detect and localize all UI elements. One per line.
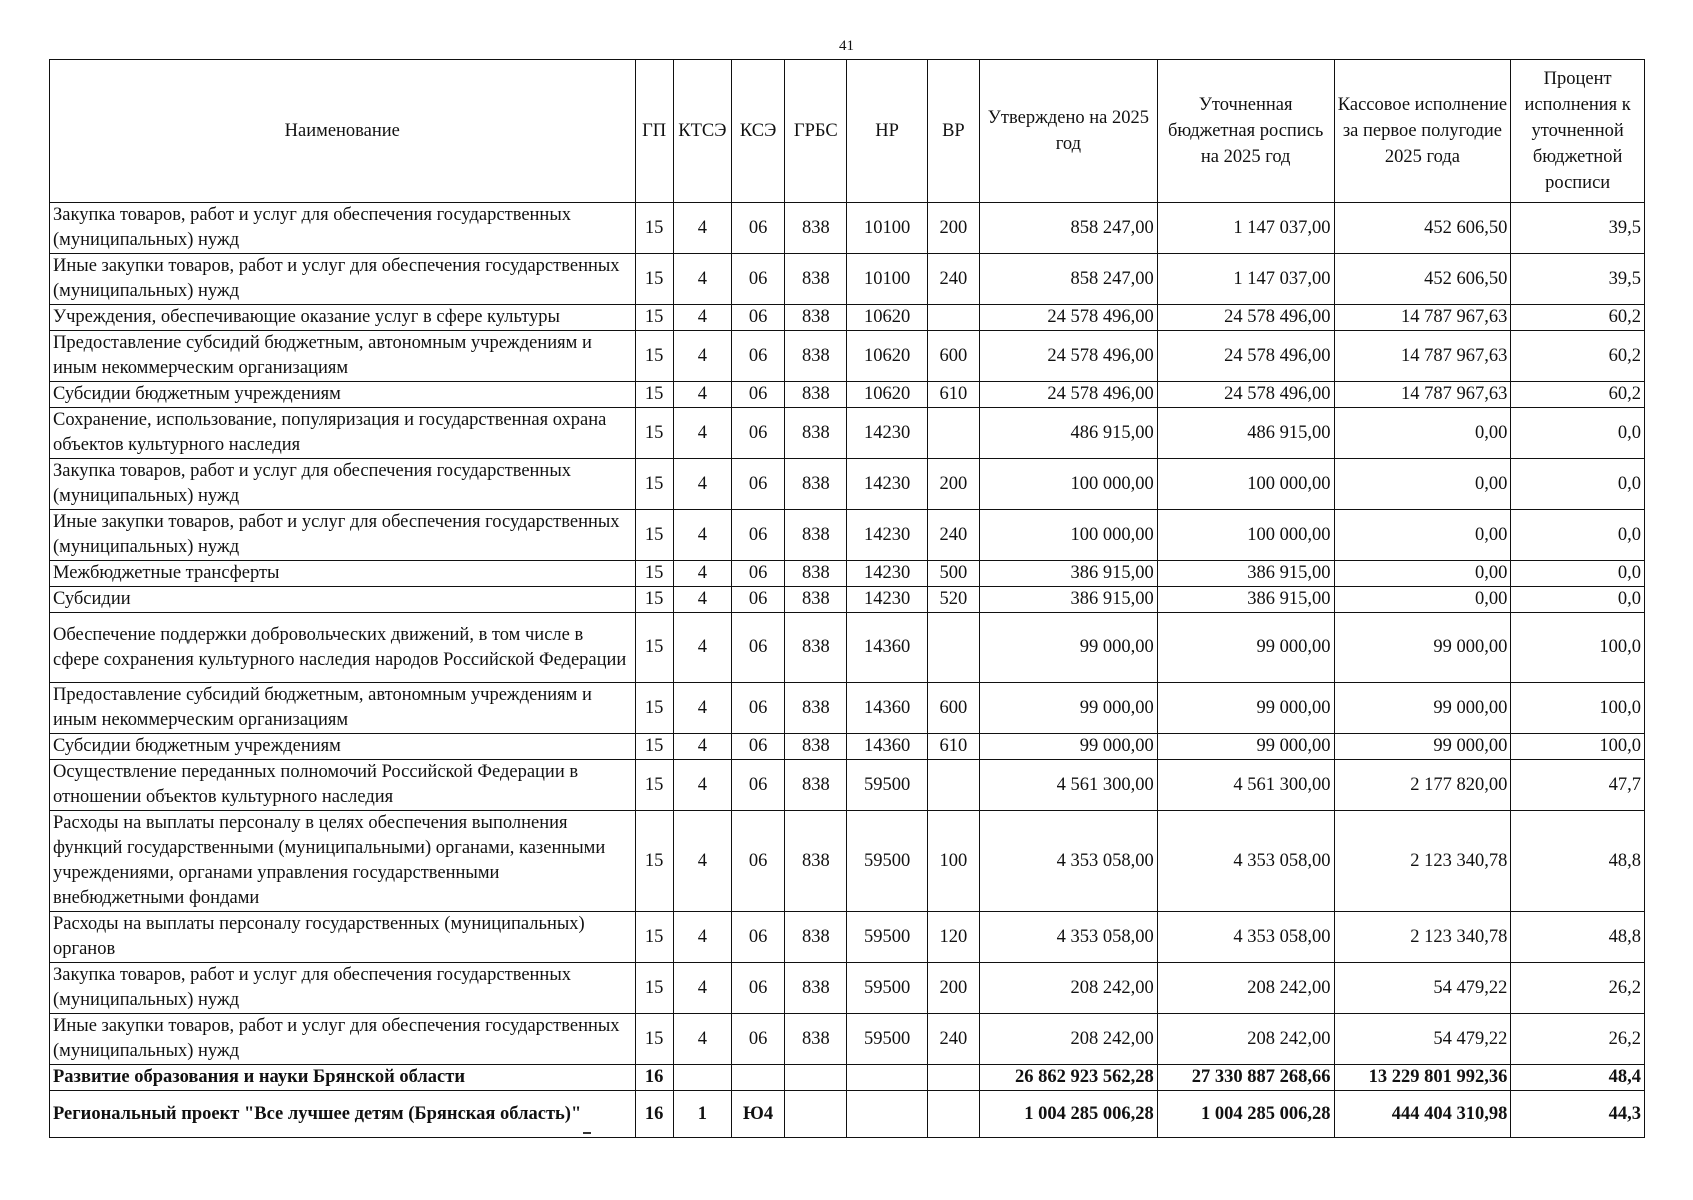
cell-gp: 15 xyxy=(635,203,673,254)
cell-np: 10100 xyxy=(847,254,927,305)
cell-kse: 06 xyxy=(731,254,784,305)
cell-name: Иные закупки товаров, работ и услуг для обеспечения государственных (муниципальных) нужд xyxy=(50,254,636,305)
header-approved: Утверждено на 2025 год xyxy=(980,60,1158,203)
cell-name: Субсидии бюджетным учреждениям xyxy=(50,734,636,760)
cell-approved: 100 000,00 xyxy=(980,459,1158,510)
cell-gp: 15 xyxy=(635,1014,673,1065)
cell-ktse: 4 xyxy=(673,587,731,613)
cell-ktse: 4 xyxy=(673,613,731,683)
cell-approved: 4 353 058,00 xyxy=(980,912,1158,963)
cell-grbs: 838 xyxy=(785,734,847,760)
cell-vr: 120 xyxy=(927,912,979,963)
cell-kse: 06 xyxy=(731,912,784,963)
cell-refined: 100 000,00 xyxy=(1157,510,1334,561)
cell-name: Закупка товаров, работ и услуг для обеспечения государственных (муниципальных) нужд xyxy=(50,459,636,510)
cell-refined: 386 915,00 xyxy=(1157,561,1334,587)
table-header-row xyxy=(50,60,1645,203)
cell-gp: 15 xyxy=(635,613,673,683)
cell-cash: 0,00 xyxy=(1334,561,1511,587)
cell-name: Предоставление субсидий бюджетным, автономным учреждениям и иным некоммерческим организациям xyxy=(50,683,636,734)
cell-gp: 15 xyxy=(635,912,673,963)
header-ktse: КТСЭ xyxy=(673,60,731,203)
table-row xyxy=(50,734,1645,760)
cell-grbs: 838 xyxy=(785,254,847,305)
cell-refined: 4 353 058,00 xyxy=(1157,912,1334,963)
header-cash: Кассовое исполнение за первое полугодие 2025 года xyxy=(1334,60,1511,203)
cell-kse: 06 xyxy=(731,305,784,331)
cell-refined: 99 000,00 xyxy=(1157,683,1334,734)
cell-approved: 100 000,00 xyxy=(980,510,1158,561)
table-row xyxy=(50,1014,1645,1065)
cell-ktse: 4 xyxy=(673,510,731,561)
table-body xyxy=(50,203,1645,1138)
cell-grbs: 838 xyxy=(785,760,847,811)
cell-ktse: 4 xyxy=(673,760,731,811)
cell-kse: 06 xyxy=(731,734,784,760)
cell-vr xyxy=(927,613,979,683)
cell-vr: 500 xyxy=(927,561,979,587)
table-row xyxy=(50,1065,1645,1091)
cell-approved: 386 915,00 xyxy=(980,561,1158,587)
cell-grbs: 838 xyxy=(785,203,847,254)
cell-cash: 14 787 967,63 xyxy=(1334,382,1511,408)
cell-cash: 452 606,50 xyxy=(1334,254,1511,305)
cell-percent: 100,0 xyxy=(1511,734,1645,760)
budget-table xyxy=(49,59,1645,1138)
cell-percent: 26,2 xyxy=(1511,963,1645,1014)
cell-name: Субсидии xyxy=(50,587,636,613)
cell-vr: 240 xyxy=(927,254,979,305)
cell-vr: 200 xyxy=(927,963,979,1014)
cell-percent: 60,2 xyxy=(1511,382,1645,408)
cell-refined: 27 330 887 268,66 xyxy=(1157,1065,1334,1091)
table-row xyxy=(50,510,1645,561)
cell-kse: Ю4 xyxy=(731,1091,784,1138)
cell-cash: 0,00 xyxy=(1334,587,1511,613)
cell-grbs: 838 xyxy=(785,587,847,613)
table-row xyxy=(50,408,1645,459)
cell-cash: 0,00 xyxy=(1334,408,1511,459)
cell-gp: 15 xyxy=(635,459,673,510)
cell-percent: 0,0 xyxy=(1511,561,1645,587)
cell-kse: 06 xyxy=(731,1014,784,1065)
table-row xyxy=(50,331,1645,382)
cell-grbs: 838 xyxy=(785,305,847,331)
cell-approved: 99 000,00 xyxy=(980,613,1158,683)
header-np: НР xyxy=(847,60,927,203)
cell-kse: 06 xyxy=(731,613,784,683)
cell-refined: 99 000,00 xyxy=(1157,613,1334,683)
cell-refined: 1 147 037,00 xyxy=(1157,254,1334,305)
cell-refined: 4 353 058,00 xyxy=(1157,811,1334,912)
cell-name: Обеспечение поддержки добровольческих движений, в том числе в сфере сохранения культурного наследия народов Российской Федерации xyxy=(50,613,636,683)
cell-kse: 06 xyxy=(731,459,784,510)
cell-ktse: 4 xyxy=(673,331,731,382)
cell-percent: 0,0 xyxy=(1511,408,1645,459)
cell-percent: 48,8 xyxy=(1511,811,1645,912)
header-kse: КСЭ xyxy=(731,60,784,203)
cell-cash: 54 479,22 xyxy=(1334,1014,1511,1065)
cell-np: 10620 xyxy=(847,331,927,382)
cell-name: Иные закупки товаров, работ и услуг для обеспечения государственных (муниципальных) нужд xyxy=(50,1014,636,1065)
cell-gp: 16 xyxy=(635,1065,673,1091)
cell-approved: 1 004 285 006,28 xyxy=(980,1091,1158,1138)
cell-grbs: 838 xyxy=(785,382,847,408)
cell-refined: 208 242,00 xyxy=(1157,1014,1334,1065)
cell-grbs: 838 xyxy=(785,408,847,459)
cell-np: 14230 xyxy=(847,587,927,613)
table-row xyxy=(50,203,1645,254)
cell-np: 14230 xyxy=(847,510,927,561)
table-row xyxy=(50,382,1645,408)
cell-np: 59500 xyxy=(847,811,927,912)
cell-refined: 100 000,00 xyxy=(1157,459,1334,510)
table-row xyxy=(50,811,1645,912)
scan-mark xyxy=(583,1132,591,1134)
header-vr: ВР xyxy=(927,60,979,203)
cell-kse: 06 xyxy=(731,510,784,561)
cell-approved: 24 578 496,00 xyxy=(980,305,1158,331)
table-row xyxy=(50,760,1645,811)
cell-percent: 60,2 xyxy=(1511,331,1645,382)
cell-kse: 06 xyxy=(731,561,784,587)
cell-kse: 06 xyxy=(731,963,784,1014)
cell-gp: 15 xyxy=(635,331,673,382)
table-row xyxy=(50,912,1645,963)
cell-percent: 0,0 xyxy=(1511,510,1645,561)
cell-grbs: 838 xyxy=(785,561,847,587)
cell-vr: 520 xyxy=(927,587,979,613)
cell-np: 14360 xyxy=(847,613,927,683)
cell-vr: 610 xyxy=(927,734,979,760)
cell-percent: 48,4 xyxy=(1511,1065,1645,1091)
cell-ktse: 4 xyxy=(673,734,731,760)
cell-grbs: 838 xyxy=(785,811,847,912)
cell-cash: 99 000,00 xyxy=(1334,734,1511,760)
cell-gp: 15 xyxy=(635,561,673,587)
cell-cash: 0,00 xyxy=(1334,459,1511,510)
cell-ktse: 4 xyxy=(673,203,731,254)
cell-cash: 54 479,22 xyxy=(1334,963,1511,1014)
cell-approved: 26 862 923 562,28 xyxy=(980,1065,1158,1091)
cell-grbs: 838 xyxy=(785,912,847,963)
cell-refined: 24 578 496,00 xyxy=(1157,331,1334,382)
cell-vr: 240 xyxy=(927,1014,979,1065)
cell-ktse: 4 xyxy=(673,305,731,331)
cell-name: Региональный проект "Все лучшее детям (Брянская область)" xyxy=(50,1091,636,1138)
cell-grbs: 838 xyxy=(785,331,847,382)
table-row xyxy=(50,613,1645,683)
cell-approved: 24 578 496,00 xyxy=(980,331,1158,382)
cell-kse: 06 xyxy=(731,683,784,734)
cell-np: 59500 xyxy=(847,963,927,1014)
cell-vr xyxy=(927,1065,979,1091)
cell-cash: 2 123 340,78 xyxy=(1334,912,1511,963)
table-row xyxy=(50,963,1645,1014)
cell-percent: 26,2 xyxy=(1511,1014,1645,1065)
cell-gp: 15 xyxy=(635,963,673,1014)
header-name: Наименование xyxy=(50,60,636,203)
cell-kse: 06 xyxy=(731,331,784,382)
cell-approved: 99 000,00 xyxy=(980,734,1158,760)
cell-approved: 4 353 058,00 xyxy=(980,811,1158,912)
cell-vr xyxy=(927,408,979,459)
cell-np: 14360 xyxy=(847,683,927,734)
cell-ktse: 4 xyxy=(673,811,731,912)
table-row xyxy=(50,1091,1645,1138)
cell-gp: 15 xyxy=(635,408,673,459)
cell-approved: 208 242,00 xyxy=(980,1014,1158,1065)
cell-kse: 06 xyxy=(731,382,784,408)
cell-approved: 858 247,00 xyxy=(980,254,1158,305)
cell-refined: 1 147 037,00 xyxy=(1157,203,1334,254)
cell-kse: 06 xyxy=(731,587,784,613)
cell-refined: 486 915,00 xyxy=(1157,408,1334,459)
cell-ktse: 1 xyxy=(673,1091,731,1138)
cell-kse: 06 xyxy=(731,203,784,254)
cell-name: Закупка товаров, работ и услуг для обеспечения государственных (муниципальных) нужд xyxy=(50,203,636,254)
cell-name: Расходы на выплаты персоналу в целях обеспечения выполнения функций государственными (муниципальными) органами, казенными учреждениями, органами управления государственными внебюджетными фондами xyxy=(50,811,636,912)
cell-gp: 15 xyxy=(635,254,673,305)
cell-gp: 15 xyxy=(635,305,673,331)
cell-grbs: 838 xyxy=(785,510,847,561)
cell-ktse: 4 xyxy=(673,912,731,963)
cell-kse: 06 xyxy=(731,811,784,912)
header-refined: Уточненная бюджетная роспись на 2025 год xyxy=(1157,60,1334,203)
cell-cash: 444 404 310,98 xyxy=(1334,1091,1511,1138)
header-gp: ГП xyxy=(635,60,673,203)
cell-np: 59500 xyxy=(847,1014,927,1065)
cell-refined: 4 561 300,00 xyxy=(1157,760,1334,811)
cell-approved: 4 561 300,00 xyxy=(980,760,1158,811)
cell-np: 59500 xyxy=(847,760,927,811)
cell-vr xyxy=(927,760,979,811)
cell-name: Осуществление переданных полномочий Российской Федерации в отношении объектов культурного наследия xyxy=(50,760,636,811)
cell-name: Межбюджетные трансферты xyxy=(50,561,636,587)
cell-gp: 15 xyxy=(635,382,673,408)
cell-approved: 486 915,00 xyxy=(980,408,1158,459)
cell-name: Расходы на выплаты персоналу государственных (муниципальных) органов xyxy=(50,912,636,963)
cell-vr: 600 xyxy=(927,331,979,382)
cell-cash: 0,00 xyxy=(1334,510,1511,561)
cell-vr xyxy=(927,1091,979,1138)
header-percent: Процент исполнения к уточненной бюджетной росписи xyxy=(1511,60,1645,203)
cell-refined: 24 578 496,00 xyxy=(1157,382,1334,408)
cell-percent: 0,0 xyxy=(1511,459,1645,510)
cell-percent: 0,0 xyxy=(1511,587,1645,613)
cell-ktse: 4 xyxy=(673,561,731,587)
cell-grbs: 838 xyxy=(785,459,847,510)
cell-np xyxy=(847,1091,927,1138)
cell-vr: 610 xyxy=(927,382,979,408)
page-number: 41 xyxy=(839,38,854,54)
cell-gp: 15 xyxy=(635,683,673,734)
cell-cash: 2 177 820,00 xyxy=(1334,760,1511,811)
cell-approved: 208 242,00 xyxy=(980,963,1158,1014)
cell-ktse: 4 xyxy=(673,382,731,408)
cell-grbs: 838 xyxy=(785,683,847,734)
cell-grbs: 838 xyxy=(785,1014,847,1065)
cell-refined: 208 242,00 xyxy=(1157,963,1334,1014)
cell-cash: 14 787 967,63 xyxy=(1334,331,1511,382)
cell-name: Закупка товаров, работ и услуг для обеспечения государственных (муниципальных) нужд xyxy=(50,963,636,1014)
cell-vr xyxy=(927,305,979,331)
cell-cash: 14 787 967,63 xyxy=(1334,305,1511,331)
table-row xyxy=(50,587,1645,613)
cell-percent: 100,0 xyxy=(1511,613,1645,683)
cell-ktse: 4 xyxy=(673,1014,731,1065)
cell-refined: 99 000,00 xyxy=(1157,734,1334,760)
cell-kse: 06 xyxy=(731,408,784,459)
cell-percent: 100,0 xyxy=(1511,683,1645,734)
cell-gp: 15 xyxy=(635,587,673,613)
cell-np: 14230 xyxy=(847,561,927,587)
cell-percent: 60,2 xyxy=(1511,305,1645,331)
table-row xyxy=(50,561,1645,587)
cell-ktse xyxy=(673,1065,731,1091)
cell-vr: 240 xyxy=(927,510,979,561)
cell-np: 14360 xyxy=(847,734,927,760)
cell-percent: 39,5 xyxy=(1511,254,1645,305)
cell-ktse: 4 xyxy=(673,254,731,305)
cell-cash: 99 000,00 xyxy=(1334,613,1511,683)
cell-gp: 15 xyxy=(635,510,673,561)
cell-name: Сохранение, использование, популяризация и государственная охрана объектов культурного наследия xyxy=(50,408,636,459)
cell-grbs xyxy=(785,1065,847,1091)
table-row xyxy=(50,459,1645,510)
cell-np: 10100 xyxy=(847,203,927,254)
cell-cash: 452 606,50 xyxy=(1334,203,1511,254)
cell-np: 10620 xyxy=(847,382,927,408)
cell-approved: 24 578 496,00 xyxy=(980,382,1158,408)
cell-vr: 200 xyxy=(927,459,979,510)
cell-approved: 858 247,00 xyxy=(980,203,1158,254)
cell-grbs: 838 xyxy=(785,613,847,683)
cell-cash: 2 123 340,78 xyxy=(1334,811,1511,912)
cell-ktse: 4 xyxy=(673,963,731,1014)
cell-refined: 1 004 285 006,28 xyxy=(1157,1091,1334,1138)
cell-percent: 48,8 xyxy=(1511,912,1645,963)
cell-np: 14230 xyxy=(847,408,927,459)
table-row xyxy=(50,683,1645,734)
cell-gp: 15 xyxy=(635,760,673,811)
cell-ktse: 4 xyxy=(673,683,731,734)
cell-approved: 99 000,00 xyxy=(980,683,1158,734)
cell-vr: 100 xyxy=(927,811,979,912)
cell-np: 14230 xyxy=(847,459,927,510)
cell-kse xyxy=(731,1065,784,1091)
cell-name: Субсидии бюджетным учреждениям xyxy=(50,382,636,408)
cell-percent: 39,5 xyxy=(1511,203,1645,254)
table-row xyxy=(50,254,1645,305)
cell-np: 10620 xyxy=(847,305,927,331)
cell-vr: 200 xyxy=(927,203,979,254)
cell-approved: 386 915,00 xyxy=(980,587,1158,613)
cell-gp: 16 xyxy=(635,1091,673,1138)
cell-grbs xyxy=(785,1091,847,1138)
cell-vr: 600 xyxy=(927,683,979,734)
cell-name: Предоставление субсидий бюджетным, автономным учреждениям и иным некоммерческим организациям xyxy=(50,331,636,382)
cell-name: Иные закупки товаров, работ и услуг для обеспечения государственных (муниципальных) нужд xyxy=(50,510,636,561)
cell-ktse: 4 xyxy=(673,408,731,459)
header-grbs: ГРБС xyxy=(785,60,847,203)
cell-percent: 47,7 xyxy=(1511,760,1645,811)
cell-grbs: 838 xyxy=(785,963,847,1014)
cell-np: 59500 xyxy=(847,912,927,963)
cell-cash: 13 229 801 992,36 xyxy=(1334,1065,1511,1091)
cell-refined: 386 915,00 xyxy=(1157,587,1334,613)
cell-percent: 44,3 xyxy=(1511,1091,1645,1138)
cell-ktse: 4 xyxy=(673,459,731,510)
cell-refined: 24 578 496,00 xyxy=(1157,305,1334,331)
cell-name: Развитие образования и науки Брянской области xyxy=(50,1065,636,1091)
table-row xyxy=(50,305,1645,331)
cell-name: Учреждения, обеспечивающие оказание услуг в сфере культуры xyxy=(50,305,636,331)
cell-kse: 06 xyxy=(731,760,784,811)
cell-gp: 15 xyxy=(635,811,673,912)
cell-cash: 99 000,00 xyxy=(1334,683,1511,734)
cell-np xyxy=(847,1065,927,1091)
cell-gp: 15 xyxy=(635,734,673,760)
